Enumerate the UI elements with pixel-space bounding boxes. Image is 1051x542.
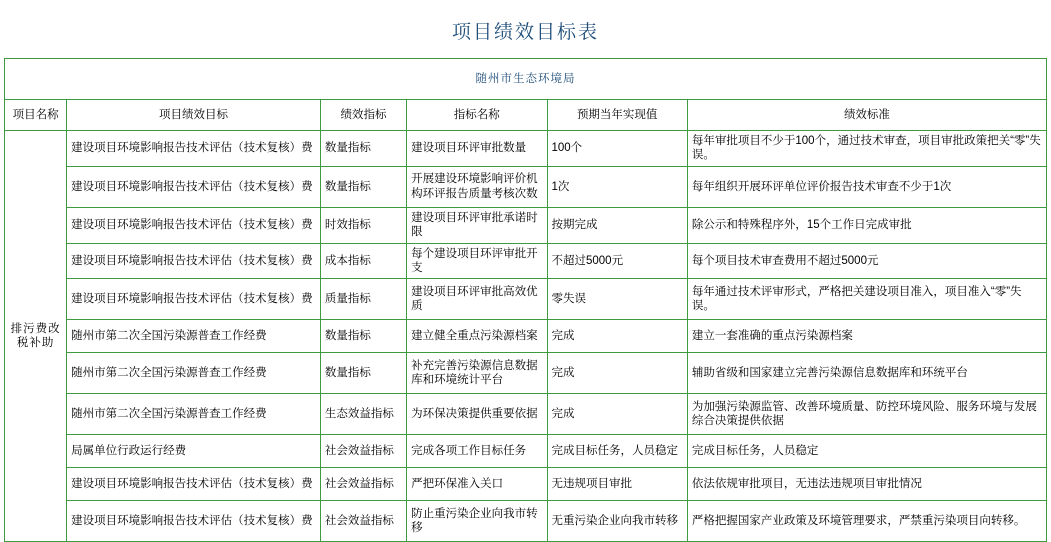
performance-table-wrap (4, 58, 1047, 542)
performance-table (4, 58, 1047, 542)
cell-indicator-name: 防止重污染企业向我市转移 (407, 501, 547, 542)
cell-indicator-type: 数量指标 (320, 166, 406, 207)
table-row (5, 394, 1047, 435)
cell-standard: 严格把握国家产业政策及环境管理要求，严禁重污染项目向转移。 (687, 501, 1046, 542)
cell-indicator-type: 数量指标 (320, 353, 406, 394)
cell-indicator-name: 严把环保准入关口 (407, 468, 547, 501)
cell-indicator-name: 开展建设环境影响评价机构环评报告质量考核次数 (407, 166, 547, 207)
cell-indicator-name: 建设项目环评审批承诺时限 (407, 207, 547, 243)
table-row (5, 243, 1047, 279)
cell-indicator-name: 每个建设项目环评审批开支 (407, 243, 547, 279)
organization-name: 随州市生态环境局 (5, 59, 1047, 100)
table-header-row (5, 100, 1047, 131)
col-header-indicator-name: 指标名称 (407, 100, 547, 131)
table-row (5, 166, 1047, 207)
col-header-expected-value: 预期当年实现值 (547, 100, 687, 131)
table-row (5, 279, 1047, 320)
cell-goal: 建设项目环境影响报告技术评估（技术复核）费 (67, 501, 321, 542)
cell-expected-value: 完成 (547, 320, 687, 353)
table-row (5, 353, 1047, 394)
cell-indicator-type: 社会效益指标 (320, 501, 406, 542)
cell-indicator-type: 生态效益指标 (320, 394, 406, 435)
table-row (5, 435, 1047, 468)
cell-indicator-type: 时效指标 (320, 207, 406, 243)
table-row (5, 131, 1047, 167)
cell-indicator-name: 为环保决策提供重要依据 (407, 394, 547, 435)
cell-expected-value: 完成 (547, 394, 687, 435)
cell-expected-value: 无违规项目审批 (547, 468, 687, 501)
cell-indicator-type: 社会效益指标 (320, 435, 406, 468)
page-title: 项目绩效目标表 (451, 22, 599, 43)
cell-standard: 依法依规审批项目，无违法违规项目审批情况 (687, 468, 1046, 501)
col-header-project-name: 项目名称 (5, 100, 67, 131)
cell-indicator-name: 建设项目环评审批数量 (407, 131, 547, 167)
cell-goal: 建设项目环境影响报告技术评估（技术复核）费 (67, 279, 321, 320)
cell-expected-value: 完成 (547, 353, 687, 394)
cell-standard: 为加强污染源监管、改善环境质量、防控环境风险、服务环境与发展综合决策提供依据 (687, 394, 1046, 435)
cell-expected-value: 无重污染企业向我市转移 (547, 501, 687, 542)
cell-expected-value: 完成目标任务，人员稳定 (547, 435, 687, 468)
cell-expected-value: 按期完成 (547, 207, 687, 243)
table-body (5, 59, 1047, 542)
cell-goal: 建设项目环境影响报告技术评估（技术复核）费 (67, 131, 321, 167)
category-cell: 排污费改税补助 (5, 131, 67, 542)
cell-goal: 随州市第二次全国污染源普查工作经费 (67, 353, 321, 394)
cell-standard: 每年通过技术评审形式，严格把关建设项目准入，项目准入“零”失误。 (687, 279, 1046, 320)
cell-goal: 局属单位行政运行经费 (67, 435, 321, 468)
table-row (5, 320, 1047, 353)
cell-standard: 除公示和特殊程序外，15个工作日完成审批 (687, 207, 1046, 243)
cell-indicator-name: 建设项目环评审批高效优质 (407, 279, 547, 320)
cell-expected-value: 1次 (547, 166, 687, 207)
cell-expected-value: 100个 (547, 131, 687, 167)
cell-indicator-type: 成本指标 (320, 243, 406, 279)
cell-indicator-type: 数量指标 (320, 320, 406, 353)
cell-indicator-type: 质量指标 (320, 279, 406, 320)
table-row (5, 207, 1047, 243)
col-header-indicator-type: 绩效指标 (320, 100, 406, 131)
col-header-goal: 项目绩效目标 (67, 100, 321, 131)
table-row (5, 501, 1047, 542)
organization-row (5, 59, 1047, 100)
cell-standard: 每个项目技术审查费用不超过5000元 (687, 243, 1046, 279)
cell-expected-value: 不超过5000元 (547, 243, 687, 279)
cell-goal: 随州市第二次全国污染源普查工作经费 (67, 394, 321, 435)
cell-indicator-name: 补充完善污染源信息数据库和环境统计平台 (407, 353, 547, 394)
cell-indicator-type: 数量指标 (320, 131, 406, 167)
cell-expected-value: 零失误 (547, 279, 687, 320)
cell-indicator-name: 建立健全重点污染源档案 (407, 320, 547, 353)
cell-standard: 建立一套准确的重点污染源档案 (687, 320, 1046, 353)
cell-goal: 建设项目环境影响报告技术评估（技术复核）费 (67, 166, 321, 207)
cell-standard: 完成目标任务，人员稳定 (687, 435, 1046, 468)
cell-standard: 每年组织开展环评单位评价报告技术审查不少于1次 (687, 166, 1046, 207)
cell-standard: 每年审批项目不少于100个，通过技术审查，项目审批政策把关“零”失误。 (687, 131, 1046, 167)
cell-goal: 随州市第二次全国污染源普查工作经费 (67, 320, 321, 353)
col-header-standard: 绩效标准 (687, 100, 1046, 131)
cell-standard: 辅助省级和国家建立完善污染源信息数据库和环统平台 (687, 353, 1046, 394)
cell-indicator-type: 社会效益指标 (320, 468, 406, 501)
cell-goal: 建设项目环境影响报告技术评估（技术复核）费 (67, 243, 321, 279)
table-row (5, 468, 1047, 501)
cell-goal: 建设项目环境影响报告技术评估（技术复核）费 (67, 207, 321, 243)
cell-goal: 建设项目环境影响报告技术评估（技术复核）费 (67, 468, 321, 501)
cell-indicator-name: 完成各项工作目标任务 (407, 435, 547, 468)
